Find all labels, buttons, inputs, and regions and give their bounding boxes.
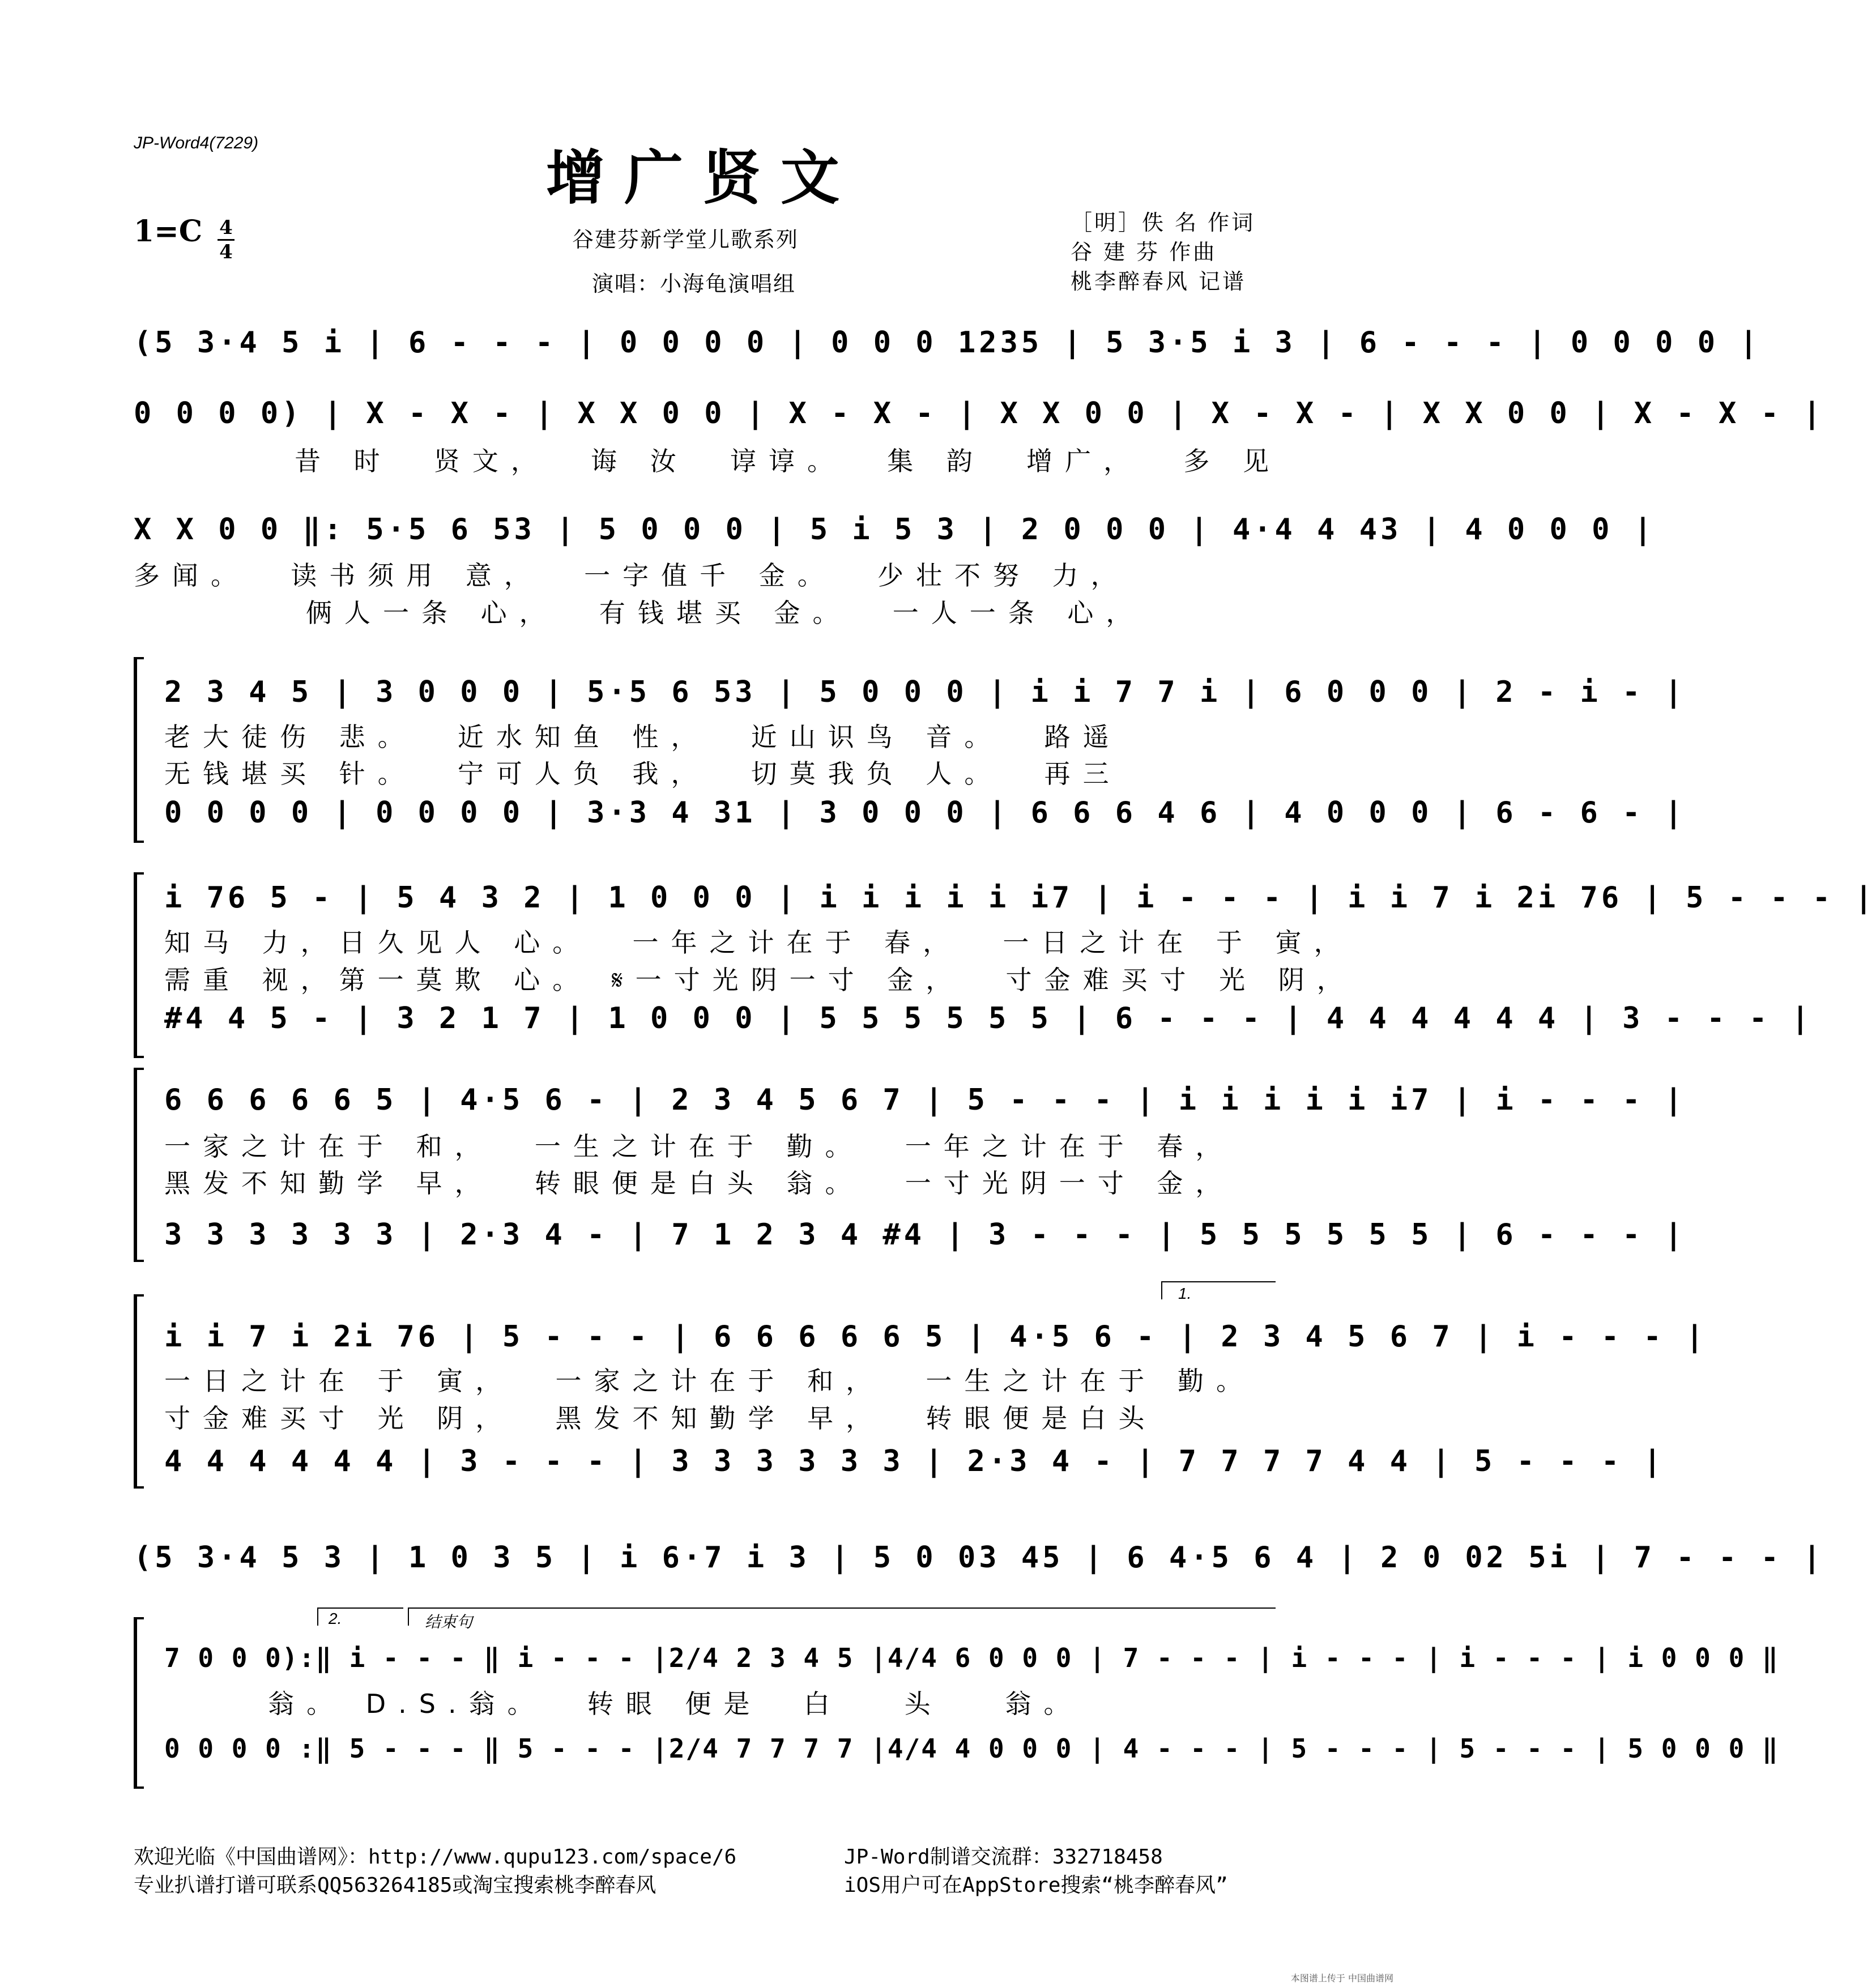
watermark: 本图谱上传于 中国曲谱网 xyxy=(1290,1973,1393,1984)
system-7-lyrics-1: 一日之计在 于 寅， 一家之计在于 和， 一生之计在于 勤。 xyxy=(164,1366,1255,1396)
system-3-notes: X X 0 0 ‖: 5·5 6 53 | 5 0 0 0 | 5 i 5 3 | 2 0 0 0 | 4·4 4 43 | 4 0 0 0 | xyxy=(134,513,1656,547)
system-5-lyrics-2: 需重 视，第一莫欺 心。 𝄋一寸光阴一寸 金， 寸金难买寸 光 阴， xyxy=(164,965,1355,995)
volta-1-label: 1. xyxy=(1178,1285,1192,1302)
singer: 演唱：小海龟演唱组 xyxy=(592,271,796,296)
system-4-notes: 2 3 4 5 | 3 0 0 0 | 5·5 6 53 | 5 0 0 0 | i i 7 7 i | 6 0 0 0 | 2 - i - | xyxy=(164,675,1686,709)
key-signature: 1=C xyxy=(134,214,203,249)
credit-music: 谷 建 芬 作曲 xyxy=(1071,240,1217,265)
system-5-lower-notes: #4 4 5 - | 3 2 1 7 | 1 0 0 0 | 5 5 5 5 5 5 | 6 - - - | 4 4 4 4 4 4 | 3 - - - | xyxy=(164,1001,1813,1035)
system-7-bracket xyxy=(134,1294,144,1489)
system-9-bracket xyxy=(134,1617,144,1789)
system-2-notes: 0 0 0 0) | X - X - | X X 0 0 | X - X - | X X 0 0 | X - X - | X X 0 0 | X - X - | xyxy=(134,396,1824,430)
software-tag: JP-Word4(7229) xyxy=(134,134,259,152)
system-8-notes: (5 3·4 5 3 | 1 0 3 5 | i 6·7 i 3 | 5 0 03 45 | 6 4·5 6 4 | 2 0 02 5i | 7 - - - | xyxy=(134,1541,1824,1575)
volta-2-label: 2. xyxy=(329,1610,342,1627)
system-4-lyrics-2: 无钱堪买 针。 宁可人负 我， 切莫我负 人。 再三 xyxy=(164,758,1122,789)
page-title: 增广贤文 xyxy=(545,143,859,212)
system-4-lower-notes: 0 0 0 0 | 0 0 0 0 | 3·3 4 31 | 3 0 0 0 | 6 6 6 4 6 | 4 0 0 0 | 6 - 6 - | xyxy=(164,796,1686,830)
footer-group: JP-Word制谱交流群：332718458 xyxy=(844,1845,1163,1869)
system-1-notes: (5 3·4 5 i | 6 - - - | 0 0 0 0 | 0 0 0 1235 | 5 3·5 i 3 | 6 - - - | 0 0 0 0 | xyxy=(134,326,1761,360)
subtitle: 谷建芬新学堂儿歌系列 xyxy=(572,227,799,252)
system-5-lyrics-1: 知马 力，日久见人 心。 一年之计在于 春， 一日之计在 于 寅， xyxy=(164,927,1353,958)
time-signature-top: 4 xyxy=(219,216,233,239)
credit-notation: 桃李醉春风 记谱 xyxy=(1071,269,1247,294)
system-3-lyrics-1: 多闻。 读书须用 意， 一字值千 金。 少壮不努 力， xyxy=(134,560,1129,591)
system-4-lyrics-1: 老大徒伤 悲。 近水知鱼 性， 近山识鸟 音。 路遥 xyxy=(164,722,1122,752)
system-9-notes: 7 0 0 0):‖ i - - - ‖ i - - - |2/4 2 3 4 5 |4/4 6 0 0 0 | 7 - - - | i - - - | i - - - | i 0 0 0 ‖ xyxy=(164,1643,1779,1673)
system-9-lower-notes: 0 0 0 0 :‖ 5 - - - ‖ 5 - - - |2/4 7 7 7 7 |4/4 4 0 0 0 | 4 - - - | 5 - - - | 5 - - - | 5 0 0 0 ‖ xyxy=(164,1733,1779,1764)
system-6-notes: 6 6 6 6 6 5 | 4·5 6 - | 2 3 4 5 6 7 | 5 - - - | i i i i i i7 | i - - - | xyxy=(164,1083,1686,1117)
system-4-bracket xyxy=(134,657,144,843)
system-9-lyrics-1: 翁。 D.S.翁。 转眼 便是 白 头 翁。 xyxy=(164,1688,1082,1719)
system-7-lower-notes: 4 4 4 4 4 4 | 3 - - - | 3 3 3 3 3 3 | 2·3 4 - | 7 7 7 7 4 4 | 5 - - - | xyxy=(164,1444,1665,1478)
system-6-bracket xyxy=(134,1068,144,1262)
credit-lyrics: ［明］佚 名 作词 xyxy=(1071,210,1256,235)
system-6-lyrics-1: 一家之计在于 和， 一生之计在于 勤。 一年之计在于 春， xyxy=(164,1131,1234,1162)
footer-contact: 专业扒谱打谱可联系QQ563264185或淘宝搜索桃李醉春风 xyxy=(134,1874,656,1897)
system-3-lyrics-2: 俩人一条 心， 有钱堪买 金。 一人一条 心， xyxy=(306,598,1145,628)
system-2-lyrics-1: 昔 时 贤文， 诲 汝 谆谆。 集 韵 增广， 多 见 xyxy=(295,446,1281,476)
system-7-lyrics-2: 寸金难买寸 光 阴， 黑发不知勤学 早， 转眼便是白头 xyxy=(164,1403,1157,1434)
footer-website: 欢迎光临《中国曲谱网》：http://www.qupu123.com/space/6 xyxy=(134,1845,737,1869)
footer-appstore: iOS用户可在AppStore搜索“桃李醉春风” xyxy=(844,1874,1228,1897)
coda-label: 结束句 xyxy=(425,1613,473,1631)
time-signature-bottom: 4 xyxy=(219,241,233,263)
system-6-lower-notes: 3 3 3 3 3 3 | 2·3 4 - | 7 1 2 3 4 #4 | 3 - - - | 5 5 5 5 5 5 | 6 - - - | xyxy=(164,1218,1686,1252)
system-5-bracket xyxy=(134,872,144,1058)
system-5-notes: i 76 5 - | 5 4 3 2 | 1 0 0 0 | i i i i i i7 | i - - - | i i 7 i 2i 76 | 5 - - - | xyxy=(164,881,1876,915)
system-7-notes: i i 7 i 2i 76 | 5 - - - | 6 6 6 6 6 5 | 4·5 6 - | 2 3 4 5 6 7 | i - - - | xyxy=(164,1320,1707,1354)
coda-bracket xyxy=(408,1607,1276,1626)
system-6-lyrics-2: 黑发不知勤学 早， 转眼便是白头 翁。 一寸光阴一寸 金， xyxy=(164,1168,1234,1199)
time-signature xyxy=(218,216,234,263)
